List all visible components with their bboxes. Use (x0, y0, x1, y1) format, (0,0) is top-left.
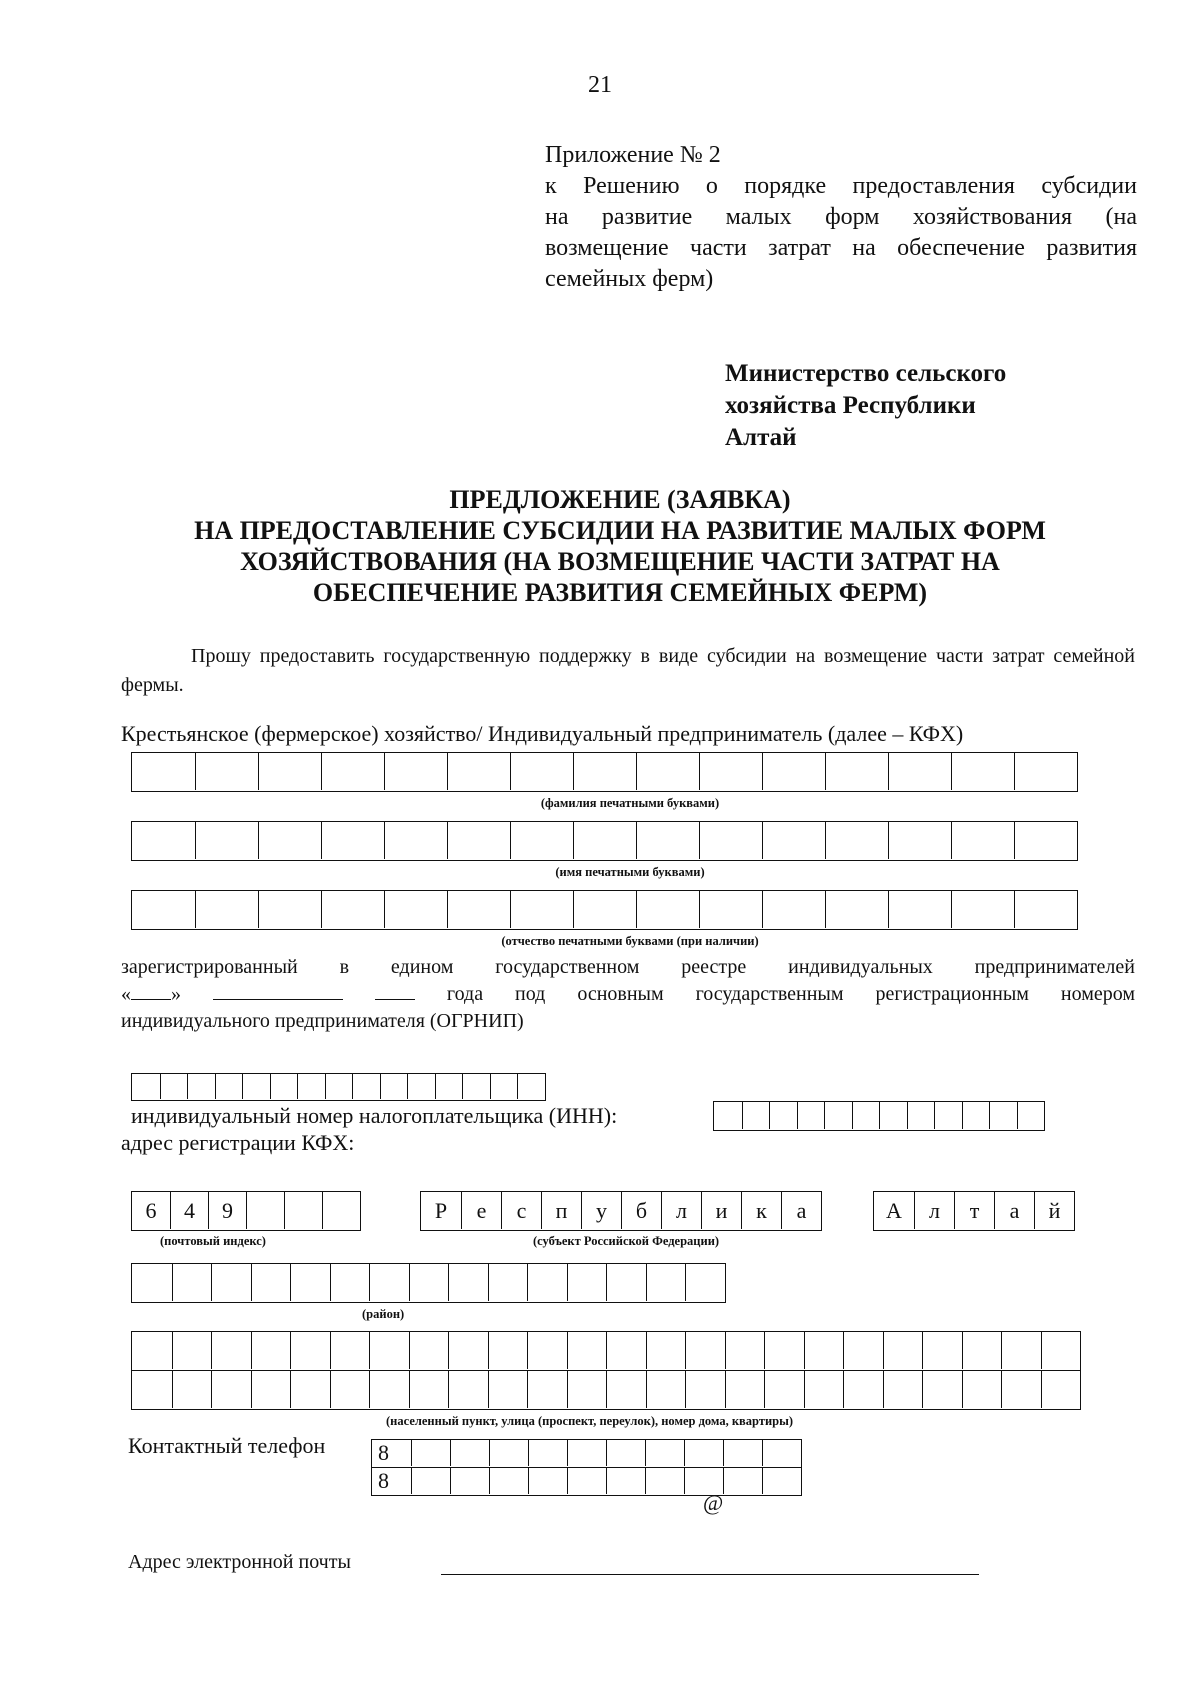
addressee-line: Министерство сельского (725, 360, 1007, 387)
phone-cell[interactable] (684, 1440, 723, 1466)
input-cell[interactable] (172, 1264, 212, 1301)
input-cell[interactable] (488, 1332, 528, 1369)
email-input-line[interactable] (441, 1574, 979, 1575)
input-cell[interactable] (369, 1332, 409, 1369)
region-caption: (субъект Российской Федерации) (533, 1234, 720, 1248)
input-cell[interactable] (852, 1102, 880, 1129)
input-cell[interactable] (211, 1371, 251, 1408)
input-cell[interactable] (573, 753, 636, 790)
region-grid-word1[interactable] (420, 1191, 822, 1231)
input-cell[interactable] (258, 753, 321, 790)
input-cell[interactable] (989, 1102, 1017, 1129)
title-line: ПРЕДЛОЖЕНИЕ (ЗАЯВКА) (449, 485, 791, 514)
input-cell[interactable] (369, 1264, 409, 1301)
postal-cell[interactable] (284, 1192, 322, 1229)
appendix-header (545, 140, 1137, 295)
input-cell[interactable] (447, 753, 510, 790)
phone-cell[interactable] (528, 1440, 567, 1466)
input-cell[interactable] (187, 1074, 215, 1099)
input-cell[interactable] (242, 1074, 270, 1099)
input-cell[interactable] (290, 1332, 330, 1369)
region-cell[interactable]: й (1034, 1192, 1074, 1229)
input-cell[interactable] (606, 1264, 646, 1301)
input-cell[interactable] (567, 1371, 607, 1408)
surname-grid[interactable] (131, 752, 1078, 792)
input-cell[interactable] (258, 891, 321, 928)
at-symbol: @ (703, 1490, 724, 1515)
input-cell[interactable] (962, 1332, 1002, 1369)
input-cell[interactable] (251, 1264, 291, 1301)
input-cell[interactable] (517, 1074, 545, 1099)
intro-paragraph: Прошу предоставить государственную поддержку в виде субсидии на возмещение части затрат семейной фермы. (121, 645, 1135, 696)
title-line: ХОЗЯЙСТВОВАНИЯ (НА ВОЗМЕЩЕНИЕ ЧАСТИ ЗАТРАТ НА (240, 547, 1000, 576)
input-cell[interactable] (325, 1074, 353, 1099)
input-cell[interactable] (258, 822, 321, 859)
input-cell[interactable] (251, 1371, 291, 1408)
input-cell[interactable] (132, 1371, 172, 1408)
phone-cell[interactable] (645, 1440, 684, 1466)
addressee-line: Алтай (725, 424, 797, 451)
phone-cell[interactable] (411, 1468, 450, 1494)
input-cell[interactable] (1014, 753, 1077, 790)
registration-line-1: зарегистрированный в едином государственном реестре индивидуальных предпринимателей (121, 956, 1135, 978)
registration-line-2-text: года под основным государственным регистрационным номером (446, 983, 1136, 1005)
input-cell[interactable] (448, 1371, 488, 1408)
input-cell[interactable] (685, 1371, 725, 1408)
phone-cell[interactable]: 8 (378, 1440, 389, 1465)
region-cell[interactable]: а (994, 1192, 1034, 1229)
phone-cell[interactable]: 8 (378, 1468, 389, 1493)
input-cell[interactable] (409, 1371, 449, 1408)
input-cell[interactable] (211, 1264, 251, 1301)
phone-cell[interactable] (411, 1440, 450, 1466)
region-cell[interactable]: п (541, 1192, 581, 1229)
input-cell[interactable] (297, 1074, 325, 1099)
input-cell[interactable] (646, 1332, 686, 1369)
input-cell[interactable] (636, 891, 699, 928)
input-cell[interactable] (804, 1332, 844, 1369)
input-cell[interactable] (290, 1264, 330, 1301)
input-cell[interactable] (409, 1264, 449, 1301)
input-cell[interactable] (488, 1264, 528, 1301)
title-line: НА ПРЕДОСТАВЛЕНИЕ СУБСИДИИ НА РАЗВИТИЕ МАЛЫХ ФОРМ (194, 516, 1046, 545)
addressee-block (725, 358, 1145, 454)
input-cell[interactable] (606, 1371, 646, 1408)
input-cell[interactable] (762, 891, 825, 928)
input-cell[interactable] (369, 1371, 409, 1408)
input-cell[interactable] (567, 1332, 607, 1369)
input-cell[interactable] (195, 753, 258, 790)
input-cell[interactable] (714, 1102, 742, 1129)
input-cell[interactable] (1017, 1102, 1045, 1129)
phone-cell[interactable] (762, 1468, 801, 1494)
input-cell[interactable] (490, 1074, 518, 1099)
input-cell[interactable] (934, 1102, 962, 1129)
patronymic-caption: (отчество печатными буквами (при наличии) (501, 934, 759, 948)
input-cell[interactable] (510, 822, 573, 859)
phone-cell[interactable] (528, 1468, 567, 1494)
input-cell[interactable] (409, 1332, 449, 1369)
input-cell[interactable] (825, 891, 888, 928)
input-cell[interactable] (699, 753, 762, 790)
input-cell[interactable] (448, 1332, 488, 1369)
input-cell[interactable] (527, 1332, 567, 1369)
region-cell[interactable]: а (781, 1192, 821, 1229)
input-cell[interactable] (888, 822, 951, 859)
input-cell[interactable] (215, 1074, 243, 1099)
input-cell[interactable] (769, 1102, 797, 1129)
region-cell[interactable]: к (741, 1192, 781, 1229)
input-cell[interactable] (646, 1371, 686, 1408)
input-cell[interactable] (132, 1264, 172, 1301)
input-cell[interactable] (764, 1332, 804, 1369)
input-cell[interactable] (1014, 891, 1077, 928)
region-cell[interactable]: Р (434, 1197, 448, 1223)
input-cell[interactable] (824, 1102, 852, 1129)
inn-label: индивидуальный номер налогоплательщика (ИНН): (131, 1103, 618, 1128)
input-cell[interactable] (1014, 822, 1077, 859)
region-grid-word2[interactable] (873, 1191, 1075, 1231)
first-name-caption: (имя печатными буквами) (555, 865, 705, 879)
input-cell[interactable] (636, 822, 699, 859)
input-cell[interactable] (922, 1332, 962, 1369)
phone-cell[interactable] (450, 1468, 489, 1494)
day-blank[interactable] (131, 981, 171, 1000)
input-cell[interactable] (764, 1371, 804, 1408)
registration-line-2 (121, 981, 1135, 1008)
inn-grid[interactable] (713, 1101, 1045, 1131)
input-cell[interactable] (321, 822, 384, 859)
input-cell[interactable] (606, 1332, 646, 1369)
input-cell[interactable] (270, 1074, 298, 1099)
region-cell[interactable]: е (461, 1192, 501, 1229)
phone-cell[interactable] (567, 1468, 606, 1494)
input-cell[interactable] (330, 1371, 370, 1408)
input-cell[interactable] (825, 753, 888, 790)
registration-text (121, 954, 1135, 1035)
input-cell[interactable] (510, 891, 573, 928)
input-cell[interactable] (380, 1074, 408, 1099)
phone-cell[interactable] (723, 1440, 762, 1466)
input-cell[interactable] (646, 1264, 686, 1301)
phone-cell[interactable] (606, 1468, 645, 1494)
input-cell[interactable] (447, 822, 510, 859)
input-cell[interactable] (907, 1102, 935, 1129)
phone-cell[interactable] (567, 1440, 606, 1466)
input-cell[interactable] (951, 753, 1014, 790)
locality-grid-row2[interactable] (131, 1370, 1081, 1410)
title-line: ОБЕСПЕЧЕНИЕ РАЗВИТИЯ СЕМЕЙНЫХ ФЕРМ) (312, 578, 928, 607)
locality-grid-row1[interactable] (131, 1331, 1081, 1371)
postal-code-grid[interactable] (131, 1191, 361, 1231)
appendix-line: семейных ферм) (545, 266, 714, 292)
input-cell[interactable] (1001, 1371, 1041, 1408)
input-cell[interactable] (435, 1074, 463, 1099)
input-cell[interactable] (883, 1371, 923, 1408)
input-cell[interactable] (804, 1371, 844, 1408)
registration-line-3: индивидуального предпринимателя (ОГРНИП) (121, 1010, 524, 1032)
input-cell[interactable] (132, 822, 195, 859)
postal-cell[interactable] (246, 1192, 284, 1229)
input-cell[interactable] (685, 1264, 725, 1301)
region-cell[interactable]: у (581, 1192, 621, 1229)
input-cell[interactable] (384, 822, 447, 859)
input-cell[interactable] (879, 1102, 907, 1129)
document-title (140, 484, 1100, 608)
input-cell[interactable] (951, 822, 1014, 859)
phone-cell[interactable] (450, 1440, 489, 1466)
input-cell[interactable] (725, 1332, 765, 1369)
year-blank[interactable] (375, 981, 415, 1000)
addressee-line: хозяйства Республики (725, 392, 976, 419)
input-cell[interactable] (962, 1102, 990, 1129)
ogrnip-grid[interactable] (131, 1073, 546, 1101)
input-cell[interactable] (825, 822, 888, 859)
input-cell[interactable] (883, 1332, 923, 1369)
postal-cell[interactable]: 9 (208, 1192, 246, 1229)
input-cell[interactable] (527, 1371, 567, 1408)
surname-caption: (фамилия печатными буквами) (540, 796, 720, 810)
phone-cell[interactable] (762, 1440, 801, 1466)
input-cell[interactable] (567, 1264, 607, 1301)
input-cell[interactable] (762, 822, 825, 859)
input-cell[interactable] (132, 1332, 172, 1369)
quote-open: « (121, 983, 131, 1005)
phone-grid-row1[interactable] (371, 1439, 802, 1468)
input-cell[interactable] (160, 1074, 188, 1099)
input-cell[interactable] (352, 1074, 380, 1099)
input-cell[interactable] (447, 891, 510, 928)
region-cell[interactable]: и (701, 1192, 741, 1229)
input-cell[interactable] (195, 822, 258, 859)
input-cell[interactable] (211, 1332, 251, 1369)
region-cell[interactable]: л (661, 1192, 701, 1229)
district-grid[interactable] (131, 1263, 726, 1303)
region-cell[interactable]: т (954, 1192, 994, 1229)
input-cell[interactable] (172, 1332, 212, 1369)
email-label: Адрес электронной почты (128, 1551, 351, 1573)
quote-close: » (171, 983, 181, 1005)
phone-label: Контактный телефон (128, 1433, 326, 1458)
appendix-line: возмещение части затрат на обеспечение развития (545, 235, 1137, 261)
input-cell[interactable] (573, 822, 636, 859)
phone-cell[interactable] (606, 1440, 645, 1466)
phone-grid-row2[interactable] (371, 1467, 802, 1496)
input-cell[interactable] (290, 1371, 330, 1408)
address-label: адрес регистрации КФХ: (121, 1130, 355, 1155)
input-cell[interactable] (488, 1371, 528, 1408)
input-cell[interactable] (636, 753, 699, 790)
input-cell[interactable] (685, 1332, 725, 1369)
input-cell[interactable] (384, 753, 447, 790)
input-cell[interactable] (888, 891, 951, 928)
input-cell[interactable] (1041, 1332, 1081, 1369)
phone-cell[interactable] (645, 1468, 684, 1494)
phone-cell[interactable] (489, 1440, 528, 1466)
appendix-line: к Решению о порядке предоставления субсидии (545, 173, 1137, 199)
region-cell[interactable]: А (886, 1197, 902, 1223)
input-cell[interactable] (462, 1074, 490, 1099)
appendix-line: на развитие малых форм хозяйствования (на (545, 204, 1137, 230)
input-cell[interactable] (699, 822, 762, 859)
input-cell[interactable] (132, 753, 195, 790)
postal-caption: (почтовый индекс) (160, 1234, 266, 1248)
input-cell[interactable] (1001, 1332, 1041, 1369)
postal-cell[interactable] (322, 1192, 360, 1229)
input-cell[interactable] (132, 1074, 160, 1099)
input-cell[interactable] (132, 891, 195, 928)
input-cell[interactable] (922, 1371, 962, 1408)
postal-cell[interactable]: 6 (145, 1197, 157, 1223)
input-cell[interactable] (195, 891, 258, 928)
input-cell[interactable] (843, 1332, 883, 1369)
input-cell[interactable] (843, 1371, 883, 1408)
input-cell[interactable] (699, 891, 762, 928)
input-cell[interactable] (321, 753, 384, 790)
input-cell[interactable] (762, 753, 825, 790)
input-cell[interactable] (251, 1332, 291, 1369)
input-cell[interactable] (527, 1264, 567, 1301)
page-number: 21 (588, 72, 612, 98)
input-cell[interactable] (384, 891, 447, 928)
kfx-label: Крестьянское (фермерское) хозяйство/ Индивидуальный предприниматель (далее – КФХ) (121, 721, 964, 746)
appendix-line: Приложение № 2 (545, 142, 721, 168)
region-cell[interactable]: с (501, 1192, 541, 1229)
input-cell[interactable] (951, 891, 1014, 928)
phone-cell[interactable] (723, 1468, 762, 1494)
district-caption: (район) (362, 1307, 405, 1321)
input-cell[interactable] (330, 1264, 370, 1301)
input-cell[interactable] (172, 1371, 212, 1408)
input-cell[interactable] (1041, 1371, 1081, 1408)
input-cell[interactable] (330, 1332, 370, 1369)
postal-cell[interactable]: 4 (170, 1192, 208, 1229)
input-cell[interactable] (797, 1102, 825, 1129)
input-cell[interactable] (448, 1264, 488, 1301)
region-cell[interactable]: б (621, 1192, 661, 1229)
input-cell[interactable] (573, 891, 636, 928)
locality-caption: (населенный пункт, улица (проспект, переулок), номер дома, квартиры) (386, 1414, 794, 1428)
phone-cell[interactable] (489, 1468, 528, 1494)
month-blank[interactable] (213, 981, 343, 1000)
input-cell[interactable] (888, 753, 951, 790)
input-cell[interactable] (321, 891, 384, 928)
input-cell[interactable] (725, 1371, 765, 1408)
input-cell[interactable] (962, 1371, 1002, 1408)
input-cell[interactable] (510, 753, 573, 790)
patronymic-grid[interactable] (131, 890, 1078, 930)
input-cell[interactable] (407, 1074, 435, 1099)
region-cell[interactable]: л (914, 1192, 954, 1229)
input-cell[interactable] (742, 1102, 770, 1129)
first-name-grid[interactable] (131, 821, 1078, 861)
